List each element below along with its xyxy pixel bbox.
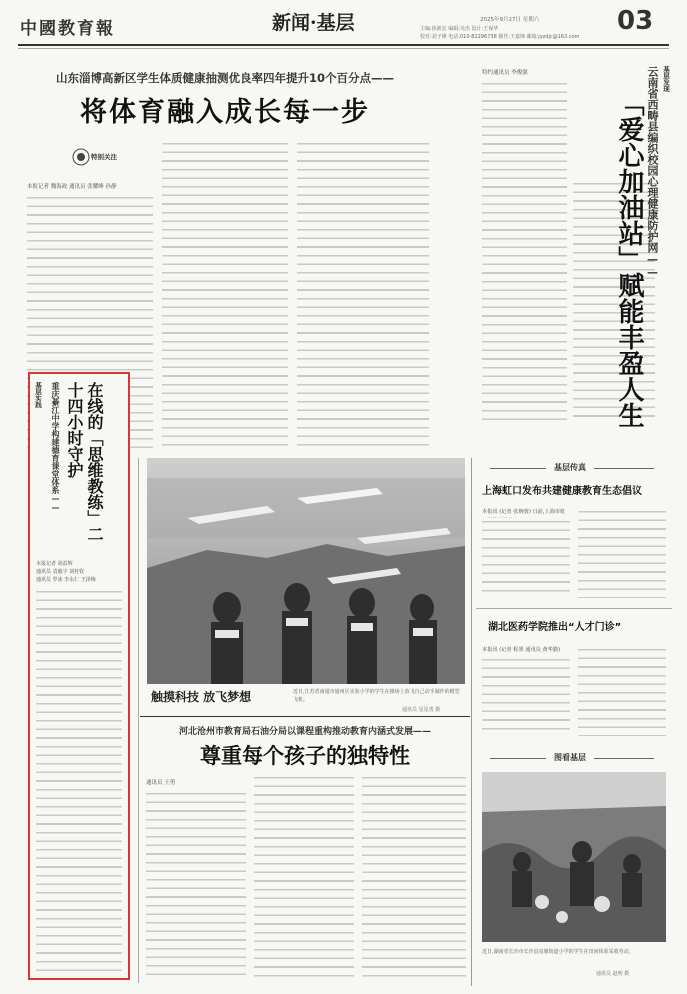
lead-body-col3 bbox=[297, 140, 429, 450]
photo-feature-title: 触摸科技 放飞梦想 bbox=[151, 690, 252, 704]
hebei-headline: 尊重每个孩子的独特性 bbox=[200, 744, 410, 768]
chongqing-byline-2: 通讯员 袁毅宇 刘桂钦 bbox=[36, 569, 85, 575]
briefs-header-line-right bbox=[594, 468, 654, 469]
section-title: 新闻·基层 bbox=[272, 12, 355, 34]
harvest-photo-image bbox=[482, 772, 666, 942]
lead-byline: 本报记者 魏海政 通讯员 张耀峰 孙静 bbox=[27, 184, 117, 190]
harvest-caption: 近日,湖南省长沙市长沙县泉塘街道小学的学生在田间体验采收劳动。 bbox=[482, 949, 634, 955]
hebei-kicker: 河北沧州市教育局石油分局以课程重构推动教育内涵式发展—— bbox=[178, 727, 431, 737]
paper-name: 中國教育報 bbox=[20, 19, 115, 39]
planes-photo-image bbox=[147, 458, 465, 684]
hubei-body-col1 bbox=[482, 656, 570, 736]
hubei-body-col2 bbox=[578, 646, 666, 736]
feature-tag-label: 特别关注 bbox=[91, 153, 117, 161]
masthead-hairline bbox=[18, 48, 669, 49]
hebei-byline: 通讯员 王勇 bbox=[146, 780, 176, 786]
yunnan-headline-a: 云南省西畴县编织校园心理健康防护网—— bbox=[646, 66, 659, 279]
briefs-header-line-left bbox=[490, 468, 546, 469]
shanghai-body-col2 bbox=[578, 508, 666, 598]
issue-date: 2025年9月27日 星期六 bbox=[480, 17, 540, 23]
left-column-divider bbox=[138, 458, 139, 983]
chongqing-body bbox=[36, 588, 122, 973]
yunnan-body-col1 bbox=[482, 80, 567, 420]
photo-harvest bbox=[482, 772, 666, 942]
hebei-top-rule bbox=[140, 716, 470, 717]
shanghai-byline: 本报讯 (记者 张婉蓉) 日前,上海市虹 bbox=[482, 509, 566, 515]
briefs-column bbox=[476, 458, 672, 988]
chongqing-headline-a: 重庆綦江中学构建德育课堂体系—— bbox=[51, 382, 60, 512]
yunnan-column-tag: 基层发现 bbox=[662, 66, 670, 92]
chongqing-byline-1: 本报记者 胡益辉 bbox=[36, 561, 73, 567]
photo-header-line-left bbox=[490, 758, 546, 759]
harvest-credit: 通讯员 赵明 摄 bbox=[596, 971, 630, 977]
hebei-body-col3 bbox=[362, 774, 466, 980]
hebei-body-col1 bbox=[146, 790, 246, 980]
chongqing-byline-3: 通讯员 罗冰 李永仁 王泽梅 bbox=[36, 577, 96, 583]
feature-tag bbox=[72, 146, 124, 168]
chongqing-column-tag: 基层实践 bbox=[34, 382, 42, 408]
briefs-header bbox=[476, 460, 672, 476]
hebei-body-col2 bbox=[254, 774, 354, 980]
hebei-article bbox=[140, 716, 470, 986]
hubei-headline: 湖北医药学院推出“人才门诊” bbox=[488, 622, 622, 633]
editor-line: 主编:焦新宏 编辑:吴杰 设计:王保华 bbox=[420, 26, 499, 32]
briefs-divider-1 bbox=[476, 608, 672, 609]
chongqing-byline bbox=[36, 560, 124, 584]
photo-feature-caption: 近日,江苏省南通市通州区实验小学的学生在操场上放飞自己动手制作的模型飞机。 bbox=[293, 689, 460, 703]
photo-feature bbox=[147, 458, 465, 716]
chongqing-headline-b: 在线的「思维教练」二十四小时守护 bbox=[65, 382, 104, 542]
yunnan-byline: 特约通讯员 李俊强 bbox=[482, 70, 528, 76]
shanghai-body-col1 bbox=[482, 518, 570, 598]
contact-line: 校对:刘子锋 电话:010-82296738 制作:王嘉锋 邮箱:jyzdjc@163.com bbox=[420, 34, 580, 40]
photo-header-label: 图看基层 bbox=[554, 752, 586, 762]
shanghai-headline: 上海虹口发布共建健康教育生态倡议 bbox=[482, 486, 642, 497]
masthead-rule bbox=[18, 44, 669, 46]
hubei-byline: 本报讯 (记者 程墨 通讯员 黄华勤) bbox=[482, 647, 561, 653]
page-number: 03 bbox=[617, 6, 654, 36]
briefs-left-rule bbox=[471, 458, 472, 986]
chongqing-article bbox=[28, 372, 130, 980]
briefs-header-label: 基层传真 bbox=[554, 462, 586, 472]
photo-kids-planes bbox=[147, 458, 465, 684]
yunnan-article bbox=[440, 60, 672, 455]
masthead bbox=[0, 0, 687, 58]
photo-feature-credit: 通讯员 星星勇 摄 bbox=[402, 707, 441, 713]
lead-body-col2 bbox=[162, 140, 288, 450]
photo-header bbox=[476, 750, 672, 766]
photo-header-line-right bbox=[594, 758, 654, 759]
lead-headline: 将体育融入成长每一步 bbox=[80, 97, 370, 128]
lead-kicker: 山东淄博高新区学生体质健康抽测优良率四年提升10个百分点—— bbox=[55, 71, 394, 85]
yunnan-headline-b: 「爱心加油站」赋能丰盈人生 bbox=[614, 90, 644, 428]
